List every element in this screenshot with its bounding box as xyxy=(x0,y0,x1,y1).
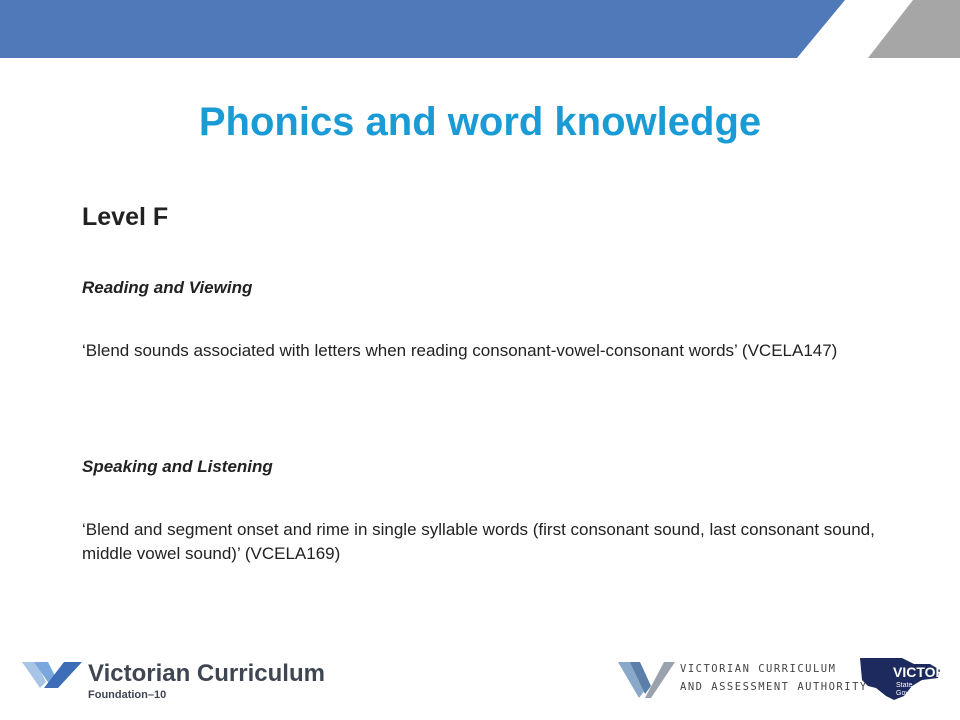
vcaa-logo-line1: VICTORIAN CURRICULUM xyxy=(680,663,837,675)
section-text-speaking: ‘Blend and segment onset and rime in single syllable words (first consonant sound, last consonant sound, middle vowel sound)’ (VCELA169) xyxy=(82,520,875,563)
section-heading-speaking: Speaking and Listening xyxy=(82,457,273,476)
banner-grey-bar xyxy=(868,0,960,58)
victoria-logo-subtext xyxy=(896,682,935,698)
top-banner xyxy=(0,0,960,58)
victoria-logo-line2: Government xyxy=(896,690,935,697)
vcaa-logo-text xyxy=(680,660,868,696)
victoria-logo-text: VICTORIA xyxy=(893,664,960,680)
victorian-curriculum-logo-text: Victorian Curriculum xyxy=(88,660,325,687)
level-heading: Level F xyxy=(82,203,169,231)
victorian-curriculum-logo-subtext: Foundation–10 xyxy=(88,689,167,701)
page-title: Phonics and word knowledge xyxy=(198,100,762,144)
vcaa-chevron-icon xyxy=(618,660,676,700)
banner-blue-bar xyxy=(0,0,845,58)
section-heading-reading: Reading and Viewing xyxy=(82,278,253,297)
vcaa-logo-line2: AND ASSESSMENT AUTHORITY xyxy=(680,681,868,693)
victoria-logo-line1: State xyxy=(896,682,913,689)
section-text-reading: ‘Blend sounds associated with letters when reading consonant-vowel-consonant words’ (VCELA147) xyxy=(82,341,838,360)
victorian-curriculum-chevron-icon xyxy=(22,660,84,690)
